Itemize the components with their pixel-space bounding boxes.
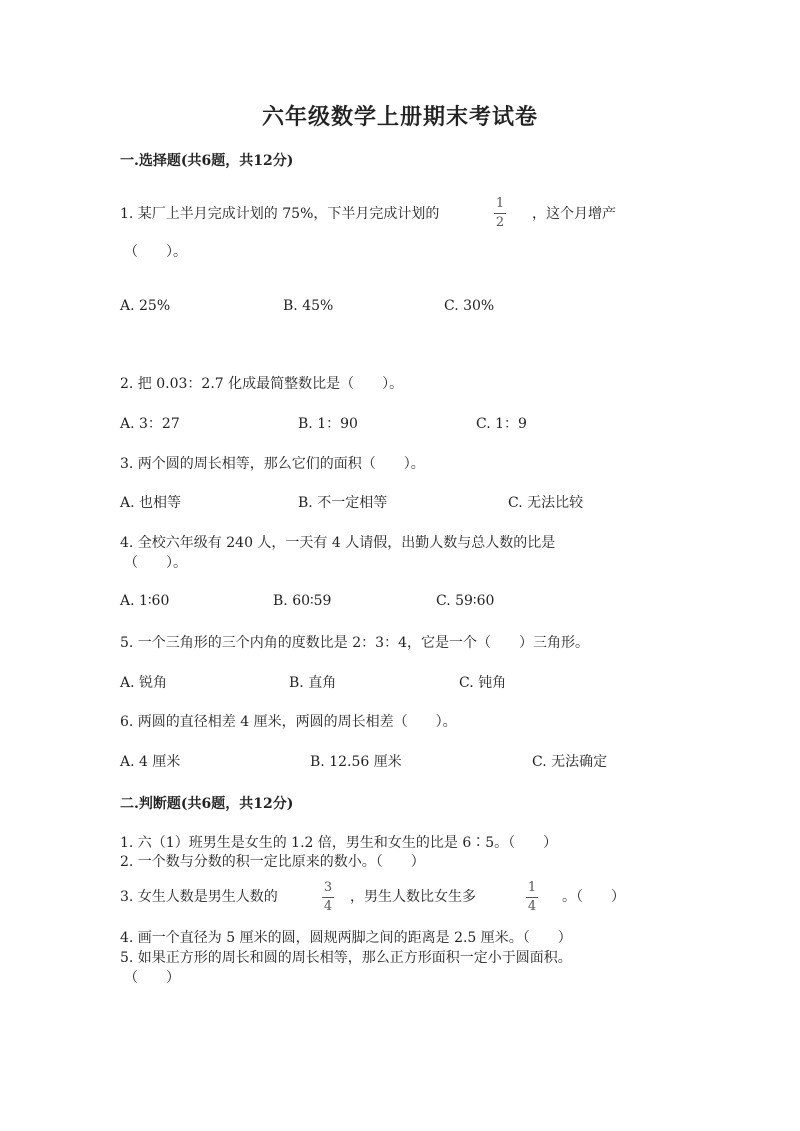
question-5-option-a: A. 锐角 <box>120 675 168 691</box>
question-4-option-c: C. 59∶60 <box>436 593 495 609</box>
judgement-5: 5. 如果正方形的周长和圆的周长相等，那么正方形面积一定小于圆面积。 <box>120 950 572 966</box>
question-1-fraction <box>494 196 506 231</box>
fraction-numerator: 1 <box>495 196 505 211</box>
section-heading-judgement: 二.判断题(共6题，共12分) <box>120 796 294 812</box>
question-4-text: 4. 全校六年级有 240 人，一天有 4 人请假，出勤人数与总人数的比是 <box>120 535 556 551</box>
fraction-numerator: 1 <box>527 880 537 895</box>
judgement-5-line2: （ ） <box>124 970 180 986</box>
question-4-option-b: B. 60∶59 <box>273 593 332 609</box>
question-3-option-b: B. 不一定相等 <box>298 495 388 511</box>
section-heading-choice: 一.选择题(共6题，共12分) <box>120 153 294 169</box>
question-1-line2: （ ）。 <box>124 244 187 260</box>
judgement-3-b: ，男生人数比女生多 <box>350 889 476 905</box>
question-5-option-b: B. 直角 <box>289 675 337 691</box>
judgement-3-fraction-1 <box>322 880 334 915</box>
question-5-option-c: C. 钝角 <box>459 675 507 691</box>
question-1-option-b: B. 45% <box>283 298 334 314</box>
question-3-option-c: C. 无法比较 <box>508 495 584 511</box>
question-4-line2: （ ）。 <box>124 555 187 571</box>
question-6-text: 6. 两圆的直径相差 4 厘米，两圆的周长相差（ ）。 <box>120 714 457 730</box>
question-5-text: 5. 一个三角形的三个内角的度数比是 2：3：4，它是一个（ ）三角形。 <box>120 635 589 651</box>
question-6-option-c: C. 无法确定 <box>532 754 608 770</box>
judgement-4: 4. 画一个直径为 5 厘米的圆，圆规两脚之间的距离是 2.5 厘米。（ ） <box>120 930 572 946</box>
judgement-2: 2. 一个数与分数的积一定比原来的数小。（ ） <box>120 854 425 870</box>
question-6-option-a: A. 4 厘米 <box>120 754 181 770</box>
question-2-option-a: A. 3：27 <box>120 416 180 432</box>
page-title: 六年级数学上册期末考试卷 <box>261 104 538 130</box>
question-1-option-c: C. 30% <box>444 298 495 314</box>
judgement-3-fraction-2 <box>526 880 538 915</box>
fraction-bar <box>526 897 538 898</box>
fraction-denominator: 4 <box>323 899 333 914</box>
judgement-3-c: 。（ ） <box>562 889 625 905</box>
fraction-numerator: 3 <box>323 880 333 895</box>
fraction-denominator: 4 <box>527 899 537 914</box>
question-3-text: 3. 两个圆的周长相等，那么它们的面积（ ）。 <box>120 456 425 472</box>
question-2-option-c: C. 1：9 <box>476 416 527 432</box>
judgement-1: 1. 六（1）班男生是女生的 1.2 倍，男生和女生的比是 6∶5。（ ） <box>120 835 558 851</box>
fraction-bar <box>494 213 506 214</box>
question-6-option-b: B. 12.56 厘米 <box>310 754 402 770</box>
fraction-bar <box>322 897 334 898</box>
judgement-3-a: 3. 女生人数是男生人数的 <box>120 889 278 905</box>
question-3-option-a: A. 也相等 <box>120 495 182 511</box>
fraction-denominator: 2 <box>495 215 505 230</box>
question-2-text: 2. 把 0.03：2.7 化成最简整数比是（ ）。 <box>120 376 404 392</box>
question-1-option-a: A. 25% <box>120 298 171 314</box>
question-1-line1-b: ，这个月增产 <box>532 206 616 222</box>
question-1-line1-a: 1. 某厂上半月完成计划的 75%，下半月完成计划的 <box>120 206 440 222</box>
question-4-option-a: A. 1∶60 <box>120 593 170 609</box>
question-2-option-b: B. 1：90 <box>298 416 358 432</box>
